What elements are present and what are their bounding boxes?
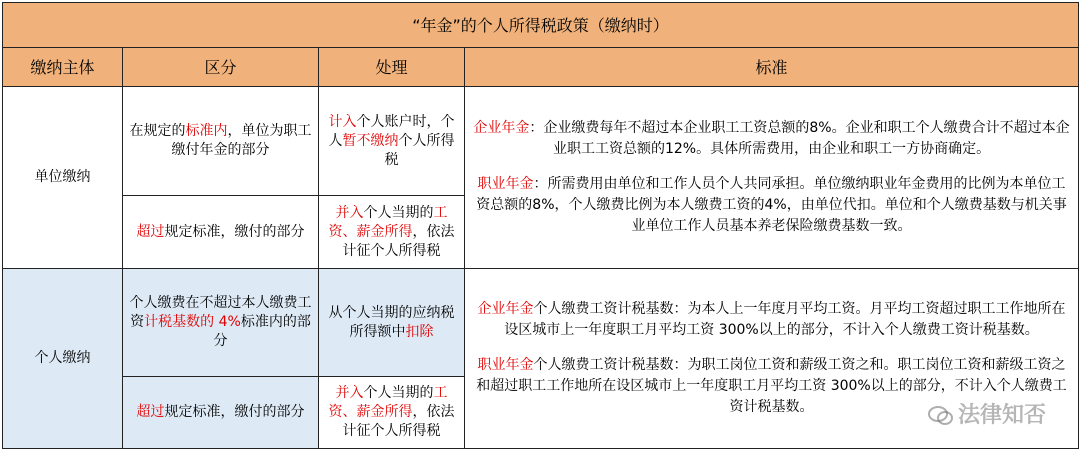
unit-category-excess: 超过规定标准，缴付的部分: [123, 196, 319, 269]
unit-standard-occupational: 职业年金：所需费用由单位和工作人员个人共同承担。单位缴纳职业年金费用的比例为本单位工资总额的8%，个人缴费比例为本人缴费工资的4%，由单位代扣。单位和个人缴费基数与机关事业单位工作人员基本养老保险缴费基数一致。: [476, 176, 1067, 234]
personal-category-within: 个人缴费在不超过本人缴费工资计税基数的 4%标准内的部分: [123, 269, 319, 377]
subject-unit: 单位缴纳: [3, 87, 123, 269]
personal-treatment-within: 从个人当期的应纳税所得额中扣除: [319, 269, 465, 377]
personal-standard: [465, 269, 1079, 449]
personal-standard-enterprise: 企业年金个人缴费工资计税基数：为本人上一年度月平均工资。月平均工资超过职工工作地所在设区城市上一年度职工月平均工资 300%以上的部分，不计入个人缴费工资计税基数。: [477, 301, 1066, 338]
header-category: 区分: [123, 48, 319, 87]
unit-treatment-within: 计入个人账户时，个人暂不缴纳个人所得税: [319, 87, 465, 196]
table-title: “年金”的个人所得税政策（缴纳时）: [3, 3, 1079, 48]
header-standard: 标准: [465, 48, 1079, 87]
unit-category-within: 在规定的标准内，单位为职工缴付年金的部分: [123, 87, 319, 196]
watermark-text: 法律知否: [957, 403, 1046, 428]
personal-standard-occupational: 职业年金个人缴费工资计税基数：为职工岗位工资和薪级工资之和。职工岗位工资和薪级工资之和超过职工工作地所在设区城市上一年度职工月平均工资 300%以上的部分，不计入个人缴费工资计税基数。: [476, 357, 1067, 415]
unit-standard: [465, 87, 1079, 269]
unit-treatment-excess: 并入个人当期的工资、薪金所得，依法计征个人所得税: [319, 196, 465, 269]
subject-personal: 个人缴纳: [3, 269, 123, 449]
header-subject: 缴纳主体: [3, 48, 123, 87]
personal-treatment-excess: 并入个人当期的工资、薪金所得，依法计征个人所得税: [319, 377, 465, 449]
unit-standard-enterprise: 企业年金：企业缴费每年不超过本企业职工工资总额的8%。企业和职工个人缴费合计不超过本企业职工工资总额的12%。具体所需费用，由企业和职工一方协商确定。: [473, 120, 1070, 157]
header-treatment: 处理: [319, 48, 465, 87]
personal-category-excess: 超过规定标准，缴付的部分: [123, 377, 319, 449]
pension-tax-table: [2, 2, 1079, 449]
